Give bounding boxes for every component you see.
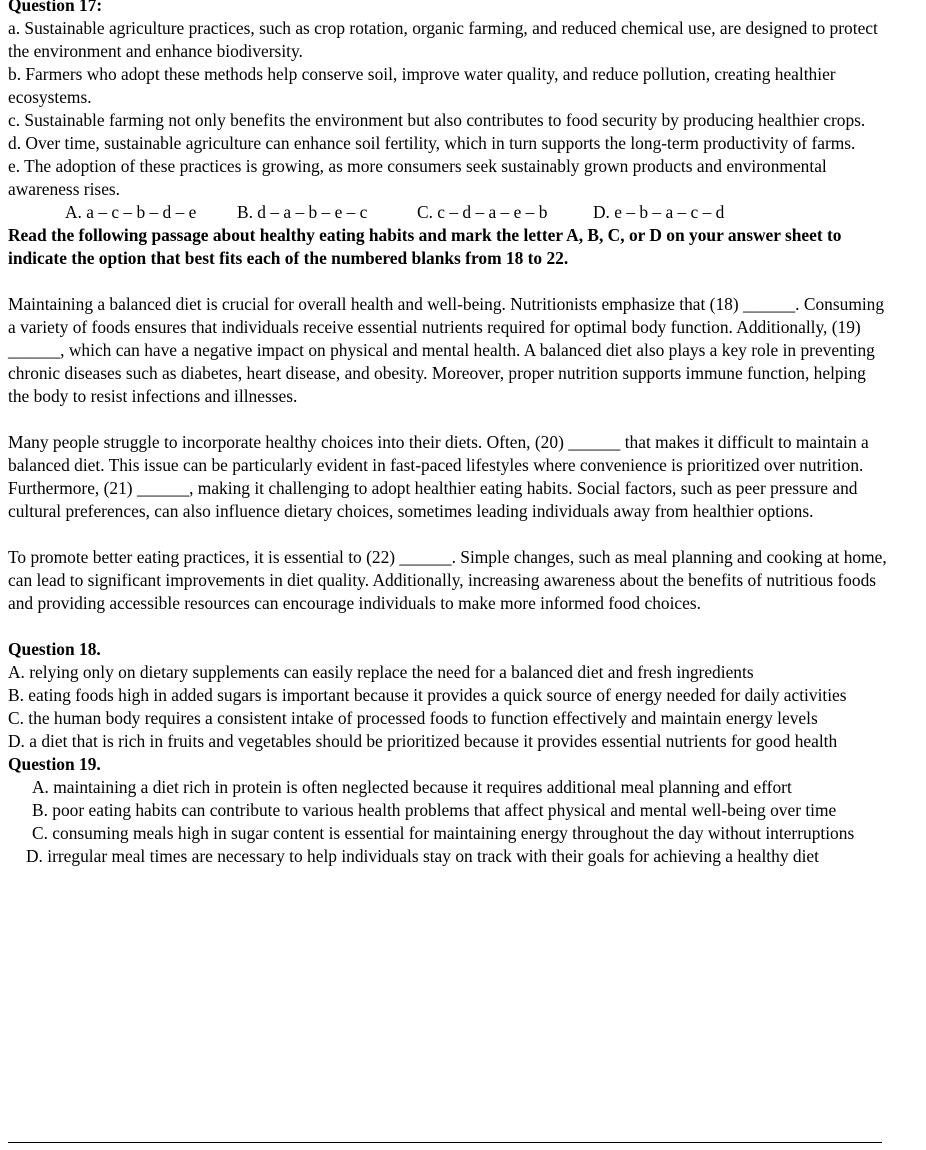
q17-option-c[interactable]: C. c – d – a – e – b [417, 202, 548, 222]
q17-item-c: c. Sustainable farming not only benefits the environment but also contributes to food security by producing healthier crops. [8, 110, 866, 130]
q17-item-d: d. Over time, sustainable agriculture can enhance soil fertility, which in turn supports the long-term productivity of farms. [8, 133, 856, 153]
q17-item-e: e. The adoption of these practices is growing, as more consumers seek sustainably grown products and environmental awareness rises. [8, 156, 827, 199]
passage-instruction: Read the following passage about healthy eating habits and mark the letter A, B, C, or D on your answer sheet to indicate the option that best fits each of the numbered blanks from 18 to 22. [8, 225, 842, 268]
q18-option-d[interactable]: D. a diet that is rich in fruits and vegetables should be prioritized because it provides essential nutrients for good health [8, 731, 838, 751]
q17-options [8, 201, 888, 224]
q19-option-c[interactable]: C. consuming meals high in sugar content is essential for maintaining energy throughout the day without interruptions [32, 823, 855, 843]
question-17-title: Question 17: [8, 0, 103, 15]
document-page [8, 0, 888, 868]
question-19-title: Question 19. [8, 754, 101, 774]
q17-option-b[interactable]: B. d – a – b – e – c [237, 202, 368, 222]
q19-option-d[interactable]: D. irregular meal times are necessary to help individuals stay on track with their goals for achieving a healthy diet [26, 846, 819, 866]
q17-item-a: a. Sustainable agriculture practices, such as crop rotation, organic farming, and reduced chemical use, are designed to protect the environment and enhance biodiversity. [8, 18, 878, 61]
passage-paragraph-1: Maintaining a balanced diet is crucial for overall health and well-being. Nutritionists emphasize that (18) ______. Consuming a variety of foods ensures that individuals receive essential nutrients required for optimal body function. Additionally, (19) ______, which can have a negative impact on physical and mental health. A balanced diet also plays a key role in preventing chronic diseases such as diabetes, heart disease, and obesity. Moreover, proper nutrition supports immune function, helping the body to resist infections and illnesses. [8, 294, 885, 406]
passage-paragraph-2: Many people struggle to incorporate healthy choices into their diets. Often, (20) ______ that makes it difficult to maintain a balanced diet. This issue can be particularly evident in fast-paced lifestyles where convenience is prioritized over nutrition. Furthermore, (21) ______, making it challenging to adopt healthier eating habits. Social factors, such as peer pressure and cultural preferences, can also influence dietary choices, sometimes leading individuals away from healthier options. [8, 432, 869, 521]
q18-option-a[interactable]: A. relying only on dietary supplements can easily replace the need for a balanced diet and fresh ingredients [8, 662, 754, 682]
q18-option-c[interactable]: C. the human body requires a consistent intake of processed foods to function effectively and maintain energy levels [8, 708, 818, 728]
q17-option-d[interactable]: D. e – b – a – c – d [593, 202, 725, 222]
q17-option-a[interactable]: A. a – c – b – d – e [65, 202, 197, 222]
q19-option-b[interactable]: B. poor eating habits can contribute to various health problems that affect physical and mental well-being over time [32, 800, 837, 820]
footer-divider [8, 1142, 882, 1143]
q19-option-a[interactable]: A. maintaining a diet rich in protein is often neglected because it requires additional meal planning and effort [32, 777, 792, 797]
q18-option-b[interactable]: B. eating foods high in added sugars is important because it provides a quick source of energy needed for daily activities [8, 685, 847, 705]
question-18-title: Question 18. [8, 639, 101, 659]
q17-item-b: b. Farmers who adopt these methods help conserve soil, improve water quality, and reduce pollution, creating healthier ecosystems. [8, 64, 836, 107]
passage-paragraph-3: To promote better eating practices, it is essential to (22) ______. Simple changes, such as meal planning and cooking at home, can lead to significant improvements in diet quality. Additionally, increasing awareness about the benefits of nutritious foods and providing accessible resources can encourage individuals to make more informed food choices. [8, 547, 887, 613]
